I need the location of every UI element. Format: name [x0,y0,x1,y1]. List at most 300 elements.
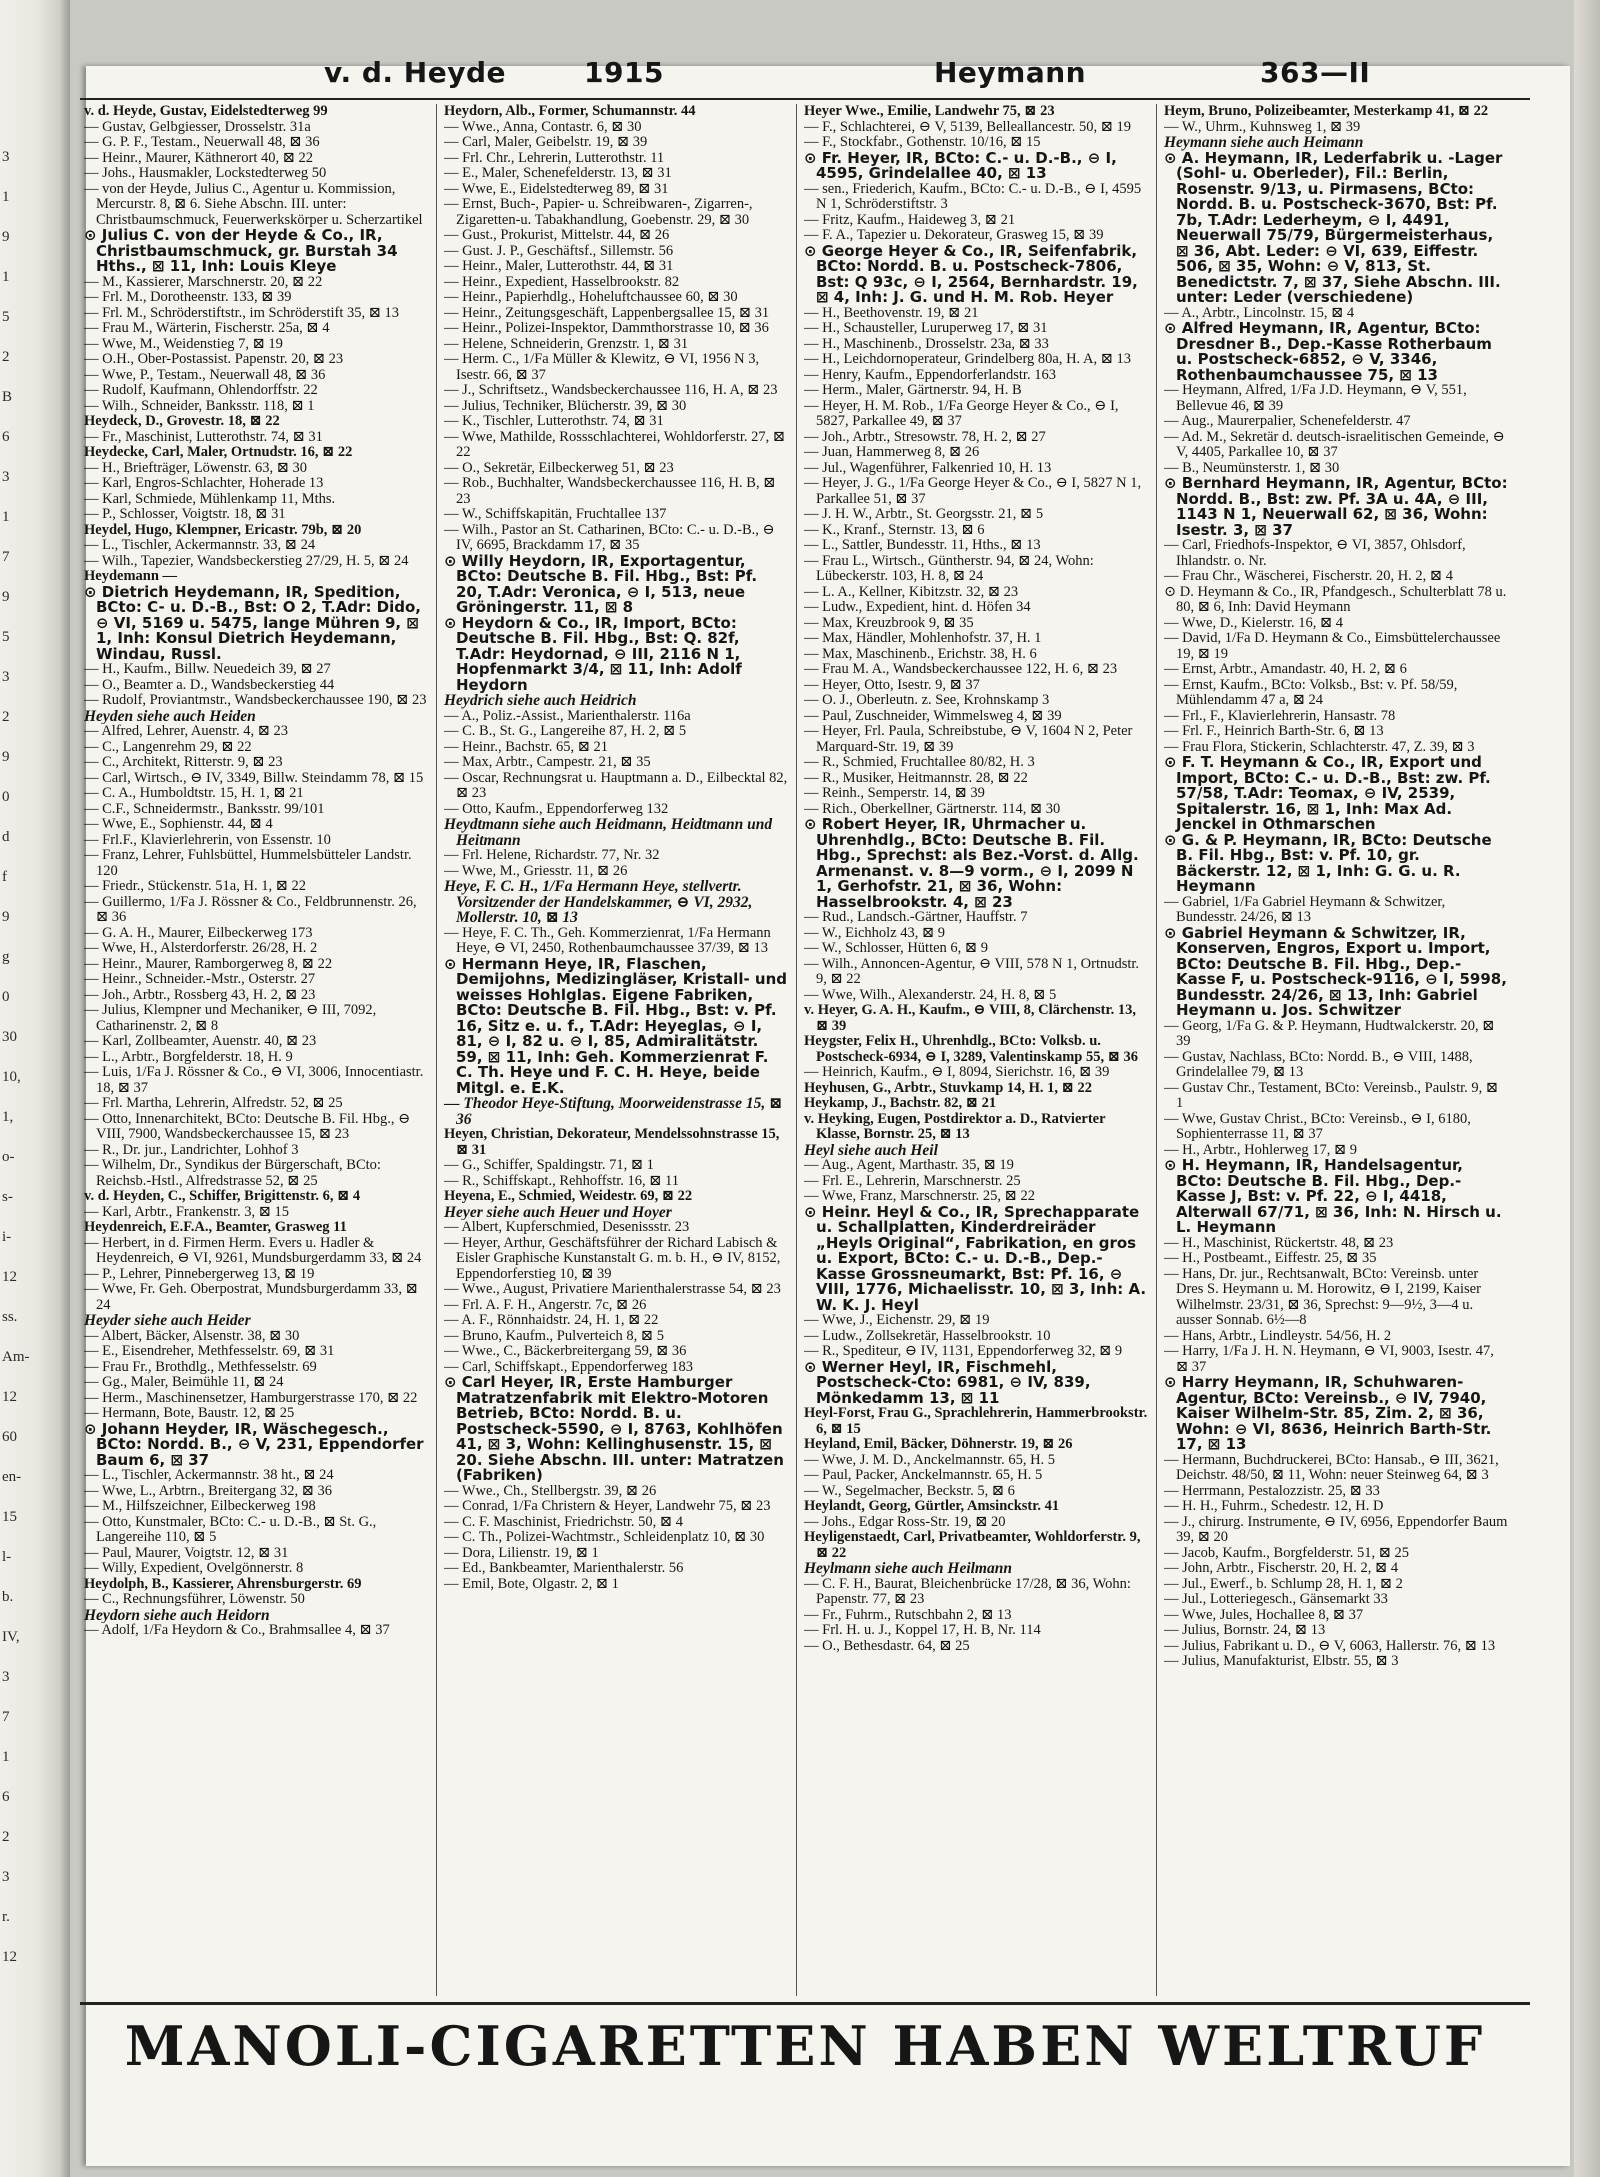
footer-advertisement: MANOLI-CIGARETTEN HABEN WELTRUF [124,2014,1486,2078]
directory-entry: — Wwe, M., Griesstr. 11, ⊠ 26 [444,863,628,879]
directory-entry: — Max, Händler, Mohlenhofstr. 37, H. 1 [804,631,1042,646]
directory-entry: Heyer siehe auch Heuer und Hoyer [444,1204,672,1220]
directory-entry: Heylandt, Georg, Gürtler, Amsinckstr. 41 [804,1499,1060,1514]
gutter-fragment: 1 [2,189,10,205]
directory-entry: — Karl, Schmiede, Mühlenkamp 11, Mths. [84,491,336,507]
directory-entry: — R., Dr. jur., Landrichter, Lohhof 3 [84,1142,299,1158]
directory-entry: — Ernst, Arbtr., Amandastr. 40, H. 2, ⊠ 6 [1164,662,1407,677]
gutter-fragment: 2 [2,349,10,365]
directory-entry: — Heyer, Otto, Isestr. 9, ⊠ 37 [804,677,980,693]
gutter-fragment: 5 [2,309,10,325]
directory-entry: — O., Beamter a. D., Wandsbeckerstieg 44 [84,677,335,693]
directory-entry: — F., Stockfabr., Gothenstr. 10/16, ⊠ 15 [804,135,1041,150]
directory-column-1 [84,104,428,1996]
directory-entry: — Oscar, Rechnungsrat u. Hauptmann a. D., Eilbecktal 82, ⊠ 23 [444,770,788,801]
directory-entry: — Heinr., Maurer, Ramborgerweg 8, ⊠ 22 [84,956,333,972]
directory-entry: — Luis, 1/Fa J. Rössner & Co., ⊖ VI, 3006, Innocentiastr. 18, ⊠ 37 [84,1065,424,1096]
gutter-fragment: 7 [2,549,10,565]
directory-entry: — Wwe., August, Privatiere Marienthalerstrasse 54, ⊠ 23 [444,1282,781,1297]
directory-entry: — Franz, Lehrer, Fuhlsbüttel, Hummelsbütteler Landstr. 120 [84,848,412,879]
directory-entry: Heyligenstaedt, Carl, Privatbeamter, Wohldorferstr. 9, ⊠ 22 [804,1530,1141,1561]
directory-entry: — L., Sattler, Bundesstr. 11, Hths., ⊠ 13 [804,538,1041,553]
directory-entry: — R., Spediteur, ⊖ IV, 1131, Eppendorferweg 32, ⊠ 9 [804,1344,1123,1359]
directory-entry: — Frl., F., Klavierlehrerin, Hansastr. 78 [1164,708,1396,724]
directory-entry: — M., Kassierer, Marschnerstr. 20, ⊠ 22 [84,274,323,290]
directory-columns [80,104,1508,1996]
directory-entry: — F., Schlachterei, ⊖ V, 5139, Belleallancestr. 50, ⊠ 19 [804,119,1132,135]
directory-entry: — Hans, Dr. jur., Rechtsanwalt, BCto: Vereinsb. unter Dres S. Heymann u. M. Horowitz, ⊖ I, 2199, Kaiser Wilhelmstr. 23/31, ⊠ 36, Sprechst: 9—9½, 3—4 u. ausser Sonnab. 6½—8 [1164,1266,1481,1328]
directory-entry: ⊙ Hermann Heye, IR, Flaschen, Demijohns, Medizingläser, Kristall- und weisses Hohlglas. Eigene Fabriken, BCto: Deutsche B. Fil. Hbg., Bst: v. Pf. 16, Sitz e. u. f., T.Adr: Heyeglas, ⊖ I, 81, ⊖ I, 82 u. ⊖ I, 85, Admiralitätstr. 59, ⊠ 11, Inh: Geh. Kommerzienrat F. C. Th. Heye und F. C. H. Heye, beide Mitgl. e. E.K. [444,956,788,1096]
directory-entry: — C. F. Maschinist, Friedrichstr. 50, ⊠ 4 [444,1514,683,1530]
directory-entry: — Harry, 1/Fa J. H. N. Heymann, ⊖ VI, 9003, Isestr. 47, ⊠ 37 [1164,1344,1494,1375]
directory-entry: — Rudolf, Proviantmstr., Wandsbeckerchaussee 190, ⊠ 23 [84,693,427,708]
gutter-fragment: B [2,389,13,405]
directory-entry: — Fr., Fuhrm., Rutschbahn 2, ⊠ 13 [804,1607,1012,1623]
directory-entry: Heygster, Felix H., Uhrenhdlg., BCto: Volksb. u. Postscheck-6934, ⊖ I, 3289, Valentinskamp 55, ⊠ 36 [804,1034,1138,1065]
directory-entry: — Aug., Maurerpalier, Schenefelderstr. 47 [1164,414,1411,429]
directory-entry: Heydorn, Alb., Former, Schumannstr. 44 [444,104,696,119]
directory-entry: — Julius, Manufakturist, Elbstr. 55, ⊠ 3 [1164,1654,1399,1669]
gutter-fragment: g [2,949,10,965]
directory-entry: — Jul., Wagenführer, Falkenried 10, H. 13 [804,460,1052,476]
gutter-fragment: en- [2,1469,22,1485]
directory-entry: — P., Schlosser, Voigtstr. 18, ⊠ 31 [84,507,286,522]
directory-entry: — Heinr., Maurer, Käthnerort 40, ⊠ 22 [84,150,314,166]
directory-entry: — H., Maschinist, Rückertstr. 48, ⊠ 23 [1164,1235,1394,1251]
directory-entry: — J., chirurg. Instrumente, ⊖ IV, 6956, Eppendorfer Baum 39, ⊠ 20 [1164,1514,1508,1545]
directory-entry: — Heinr., Zeitungsgeschäft, Lappenbergsallee 15, ⊠ 31 [444,305,770,321]
directory-entry: — Jul., Ewerf., b. Schlump 28, H. 1, ⊠ 2 [1164,1576,1403,1592]
directory-entry: — Frl. A. F. H., Angerstr. 7c, ⊠ 26 [444,1297,647,1313]
directory-entry: Heyena, E., Schmied, Weidestr. 69, ⊠ 22 [444,1189,693,1204]
directory-entry: — Frau M., Wärterin, Fischerstr. 25a, ⊠ 4 [84,321,330,336]
directory-entry: Heym, Bruno, Polizeibeamter, Mesterkamp 41, ⊠ 22 [1164,104,1489,119]
directory-entry: — L., Tischler, Ackermannstr. 33, ⊠ 24 [84,538,316,553]
gutter-fragment: 9 [2,749,10,765]
directory-entry: — Frl. F., Heinrich Barth-Str. 6, ⊠ 13 [1164,724,1384,739]
directory-entry: — Wilh., Annoncen-Agentur, ⊖ VIII, 578 N 1, Ortnudstr. 9, ⊠ 22 [804,956,1140,987]
directory-entry: — Otto, Kaufm., Eppendorferweg 132 [444,801,669,817]
directory-entry: ⊙ G. & P. Heymann, IR, BCto: Deutsche B. Fil. Hbg., Bst: v. Pf. 10, gr. Bäckerstr. 12, ⊠ 1, Inh: G. G. u. R. Heymann [1164,832,1492,895]
gutter-fragment: 0 [2,989,10,1005]
directory-entry: Heydemann — [84,569,178,584]
gutter-fragment: Am- [2,1349,30,1365]
directory-entry: — Frau M. A., Wandsbeckerchaussee 122, H. 6, ⊠ 23 [804,662,1118,677]
directory-entry: v. d. Heyden, C., Schiffer, Brigittenstr. 6, ⊠ 4 [84,1189,361,1204]
directory-entry: ⊙ George Heyer & Co., IR, Seifenfabrik, BCto: Nordd. B. u. Postscheck-7806, Bst: Q 93c, ⊖ I, 2564, Bernhardstr. 19, ⊠ 4, Inh: J. G. und H. M. Rob. Heyer [804,243,1138,306]
directory-entry: — Gabriel, 1/Fa Gabriel Heymann & Schwitzer, Bundesstr. 24/26, ⊠ 13 [1164,894,1446,925]
gutter-fragment: 12 [2,1269,17,1285]
directory-entry: — Wwe, E., Eidelstedterweg 89, ⊠ 31 [444,181,669,197]
directory-entry: — Reinh., Semperstr. 14, ⊠ 39 [804,786,985,801]
directory-entry: — Adolf, 1/Fa Heydorn & Co., Brahmsallee 4, ⊠ 37 [84,1623,390,1638]
directory-entry: — Ernst, Buch-, Papier- u. Schreibwaren-, Zigarren-, Zigaretten-u. Tabakhandlung, Goebenstr. 29, ⊠ 30 [444,197,753,228]
directory-entry: Heyen, Christian, Dekorateur, Mendelssohnstrasse 15, ⊠ 31 [444,1127,780,1158]
directory-entry: — Otto, Innenarchitekt, BCto: Deutsche B. Fil. Hbg., ⊖ VIII, 7900, Wandsbeckerchaussee 15, ⊠ 23 [84,1111,411,1142]
directory-entry: — H., Briefträger, Löwenstr. 63, ⊠ 30 [84,460,307,476]
directory-entry: — C., Rechnungsführer, Löwenstr. 50 [84,1592,305,1607]
gutter-fragment: 6 [2,429,10,445]
directory-entry: — C. B., St. G., Langereihe 87, H. 2, ⊠ 5 [444,724,687,739]
directory-entry: — Paul, Zuschneider, Wimmelsweg 4, ⊠ 39 [804,708,1062,724]
directory-entry: — Frl. H. u. J., Koppel 17, H. B, Nr. 114 [804,1623,1041,1638]
gutter-fragment: o- [2,1149,15,1165]
directory-entry: v. d. Heyde, Gustav, Eidelstedterweg 99 [84,104,328,119]
directory-entry: Heymann siehe auch Heimann [1164,135,1364,151]
directory-entry: Heykamp, J., Bachstr. 82, ⊠ 21 [804,1096,997,1111]
gutter-fragment: ss. [2,1309,18,1325]
directory-entry: ⊙ Johann Heyder, IR, Wäschegesch., BCto: Nordd. B., ⊖ V, 231, Eppendorfer Baum 6, ⊠ 37 [84,1421,424,1468]
directory-entry: — Heye, F. C. Th., Geh. Kommerzienrat, 1/Fa Hermann Heye, ⊖ VI, 2450, Rothenbaumchaussee 37/39, ⊠ 13 [444,925,771,956]
directory-entry: — Wwe, J., Eichenstr. 29, ⊠ 19 [804,1313,990,1328]
gutter-fragment: 5 [2,629,10,645]
directory-entry: — Herm. C., 1/Fa Müller & Klewitz, ⊖ VI, 1956 N 3, Isestr. 66, ⊠ 37 [444,352,760,383]
gutter-fragment: 7 [2,1709,10,1725]
directory-entry: — O.H., Ober-Postassist. Papenstr. 20, ⊠ 23 [84,352,344,367]
directory-entry: — W., Segelmacher, Beckstr. 5, ⊠ 6 [804,1483,1015,1499]
directory-entry: — Karl, Engros-Schlachter, Hoherade 13 [84,476,324,491]
directory-entry: — K., Kranf., Sternstr. 13, ⊠ 6 [804,522,985,538]
gutter-fragment: 1 [2,269,10,285]
directory-entry: — Frl. E., Lehrerin, Marschnerstr. 25 [804,1173,1021,1189]
gutter-fragment: d [2,829,10,845]
directory-entry: — L., Arbtr., Borgfelderstr. 18, H. 9 [84,1049,293,1065]
directory-entry: — H., Kaufm., Billw. Neuedeich 39, ⊠ 27 [84,662,331,677]
directory-entry: — C. Th., Polizei-Wachtmstr., Schleidenplatz 10, ⊠ 30 [444,1530,765,1545]
directory-entry: — J., Schriftsetz., Wandsbeckerchaussee 116, H. A, ⊠ 23 [444,383,778,398]
directory-entry: ⊙ Gabriel Heymann & Schwitzer, IR, Konserven, Engros, Export u. Import, BCto: Deutsche B. Fil. Hbg., Dep.-Kasse F, u. Postscheck-9116, ⊖ I, 5998, Bundesstr. 24/26, ⊠ 13, Inh: Gabriel Heymann u. Jos. Schwitzer [1164,925,1507,1019]
directory-entry: — Wwe, Jules, Hochallee 8, ⊠ 37 [1164,1607,1364,1623]
header-rule [80,98,1530,100]
directory-entry: ⊙ H. Heymann, IR, Handelsagentur, BCto: Deutsche B. Fil. Hbg., Dep.-Kasse J, Bst: v. Pf. 22, ⊖ I, 4418, Alterwall 67/71, ⊠ 36, Inh: N. Hirsch u. L. Heymann [1164,1158,1502,1236]
directory-entry: — Otto, Kunstmaler, BCto: C.- u. D.-B., ⊠ St. G., Langereihe 110, ⊠ 5 [84,1514,377,1545]
directory-entry: — Heyer, H. M. Rob., 1/Fa George Heyer & Co., ⊖ I, 5827, Parkallee 49, ⊠ 37 [804,398,1119,429]
directory-entry: — Albert, Kupferschmied, Desenissstr. 23 [444,1220,690,1235]
gutter-fragment: 3 [2,1669,10,1685]
directory-entry: Heydolph, B., Kassierer, Ahrensburgerstr. 69 [84,1576,362,1592]
directory-entry: ⊙ Carl Heyer, IR, Erste Hamburger Matratzenfabrik mit Elektro-Motoren Betrieb, BCto: Nordd. B. u. Postscheck-5590, ⊖ I, 8763, Kohlhöfen 41, ⊠ 3, Wohn: Kellinghusenstr. 15, ⊠ 20. Siehe Abschn. III. unter: Matratzen (Fabriken) [444,1375,784,1484]
directory-entry: — Wwe, Mathilde, Rossschlachterei, Wohldorferstr. 27, ⊠ 22 [444,429,786,460]
gutter-fragment: 2 [2,709,10,725]
directory-entry: — Dora, Lilienstr. 19, ⊠ 1 [444,1545,599,1561]
directory-entry: — L., Tischler, Ackermannstr. 38 ht., ⊠ 24 [84,1468,334,1483]
directory-entry: — Alfred, Lehrer, Auenstr. 4, ⊠ 23 [84,724,289,739]
gutter-fragment: 30 [2,1029,17,1045]
directory-entry: — Friedr., Stückenstr. 51a, H. 1, ⊠ 22 [84,879,306,894]
directory-entry: — Wwe., Ch., Stellbergstr. 39, ⊠ 26 [444,1483,657,1499]
directory-entry: — R., Schmied, Fruchtallee 80/82, H. 3 [804,755,1035,770]
directory-entry: — Wilhelm, Dr., Syndikus der Bürgerschaft, BCto: Reichsb.-Hstl., Alfredstrasse 52, ⊠ 25 [84,1158,381,1189]
directory-entry: — Rud., Landsch.-Gärtner, Hauffstr. 7 [804,910,1028,925]
gutter-fragment: f [2,869,7,885]
directory-entry: — Wwe, Fr. Geh. Oberpostrat, Mundsburgerdamm 33, ⊠ 24 [84,1282,418,1313]
directory-entry: — Max, Arbtr., Campestr. 21, ⊠ 35 [444,755,651,770]
directory-entry: — Wwe, P., Testam., Neuerwall 48, ⊠ 36 [84,367,326,383]
directory-entry: ⊙ Dietrich Heydemann, IR, Spedition, BCto: C- u. D.-B., Bst: O 2, T.Adr: Dido, ⊖ VI, 5169 u. 5475, lange Mühren 9, ⊠ 1, Inh: Konsul Dietrich Heydemann, Windau, Russl. [84,584,421,662]
directory-entry: Heye, F. C. H., 1/Fa Hermann Heye, stellvertr. Vorsitzender der Handelskammer, ⊖ VI, 2932, Mollerstr. 10, ⊠ 13 [444,879,753,926]
directory-entry: — Heyer, Arthur, Geschäftsführer der Richard Labisch & Eisler Graphische Kunstanstalt G. m. b. H., ⊖ IV, 8152, Eppendorferstieg 10, ⊠ 39 [444,1235,781,1282]
directory-entry: — Jacob, Kaufm., Borgfelderstr. 51, ⊠ 25 [1164,1545,1410,1561]
directory-entry: — O. J., Oberleutn. z. See, Krohnskamp 3 [804,693,1050,708]
directory-entry: — Frl. Martha, Lehrerin, Alfredstr. 52, ⊠ 25 [84,1096,343,1111]
directory-entry: — O., Bethesdastr. 64, ⊠ 25 [804,1638,970,1654]
directory-entry: — Johs., Edgar Ross-Str. 19, ⊠ 20 [804,1514,1006,1530]
directory-entry: — B., Neumünsterstr. 1, ⊠ 30 [1164,460,1340,476]
directory-entry: — Hans, Arbtr., Lindleystr. 54/56, H. 2 [1164,1328,1392,1344]
column-divider [796,104,797,1996]
directory-entry: Heyer Wwe., Emilie, Landwehr 75, ⊠ 23 [804,104,1055,119]
directory-entry: v. Heyer, G. A. H., Kaufm., ⊖ VIII, 8, Clärchenstr. 13, ⊠ 39 [804,1003,1136,1034]
gutter-fragment: 3 [2,149,10,165]
directory-entry: — Albert, Bäcker, Alsenstr. 38, ⊠ 30 [84,1328,300,1344]
directory-entry: — Heyer, Frl. Paula, Schreibstube, ⊖ V, 1604 N 2, Peter Marquard-Str. 19, ⊠ 39 [804,724,1133,755]
header-right-keyword: Heymann [934,56,1087,89]
previous-page-gutter [0,0,70,2177]
directory-entry: ⊙ Julius C. von der Heyde & Co., IR, Christbaumschmuck, gr. Burstah 34 Hths., ⊠ 11, Inh: Louis Kleye [84,228,398,275]
directory-entry: Heydrich siehe auch Heidrich [444,693,637,709]
directory-entry: — Frl.F., Klavierlehrerin, von Essenstr. 10 [84,832,331,848]
directory-entry: Heyl-Forst, Frau G., Sprachlehrerin, Hammerbrookstr. 6, ⊠ 15 [804,1406,1148,1437]
binding-edge [1574,0,1600,2177]
directory-entry: — Rob., Buchhalter, Wandsbeckerchaussee 116, H. B, ⊠ 23 [444,476,776,507]
directory-entry: — Frau Chr., Wäscherei, Fischerstr. 20, H. 2, ⊠ 4 [1164,569,1453,584]
directory-entry: — Max, Kreuzbrook 9, ⊠ 35 [804,615,974,631]
directory-entry: — Wwe, H., Alsterdorferstr. 26/28, H. 2 [84,941,318,956]
directory-entry: — W., Uhrm., Kuhnsweg 1, ⊠ 39 [1164,119,1361,135]
gutter-fragment: 1 [2,1749,10,1765]
gutter-fragment: b. [2,1589,14,1605]
directory-entry: — Frl. M., Dorotheenstr. 133, ⊠ 39 [84,290,292,305]
directory-entry: — John, Arbtr., Fischerstr. 20, H. 2, ⊠ 4 [1164,1561,1399,1576]
directory-entry: — Joh., Arbtr., Rossberg 43, H. 2, ⊠ 23 [84,987,316,1003]
directory-entry: — Juan, Hammerweg 8, ⊠ 26 [804,445,980,460]
directory-entry: — Joh., Arbtr., Stresowstr. 78, H. 2, ⊠ 27 [804,429,1046,445]
directory-entry: — Ernst, Kaufm., BCto: Volksb., Bst: v. Pf. 58/59, Mühlendamm 47 a, ⊠ 24 [1164,677,1458,708]
directory-entry: — David, 1/Fa D. Heymann & Co., Eimsbüttelerchaussee 19, ⊠ 19 [1164,631,1501,662]
directory-column-4 [1164,104,1508,1996]
directory-entry: — Herm., Maler, Gärtnerstr. 94, H. B [804,383,1022,398]
directory-entry: — Wwe, D., Kielerstr. 16, ⊠ 4 [1164,615,1344,631]
directory-entry: — Hermann, Bote, Baustr. 12, ⊠ 25 [84,1406,295,1421]
directory-entry: ⊙ Heydorn & Co., IR, Import, BCto: Deutsche B. Fil. Hbg., Bst: Q. 82f, T.Adr: Heydornad, ⊖ III, 2116 N 1, Hopfenmarkt 3/4, ⊠ 11, Inh: Adolf Heydorn [444,615,742,693]
directory-entry: ⊙ Robert Heyer, IR, Uhrmacher u. Uhrenhdlg., BCto: Deutsche B. Fil. Hbg., Sprechst: als Bez.-Vorst. d. Allg. Armenanst. v. 8—9 vorm., ⊖ I, 2099 N 1, Gerhofstr. 21, ⊠ 36, Wohn: Hasselbrookstr. 4, ⊠ 23 [804,817,1139,910]
directory-entry: ⊙ D. Heymann & Co., IR, Pfandgesch., Schulterblatt 78 u. 80, ⊠ 6, Inh: David Heymann [1164,584,1507,615]
directory-entry: — Ad. M., Sekretär d. deutsch-israelitischen Gemeinde, ⊖ V, 4405, Parkallee 10, ⊠ 37 [1164,429,1505,460]
directory-entry: — Herrmann, Pestalozzistr. 25, ⊠ 33 [1164,1483,1380,1499]
directory-entry: — Fr., Maschinist, Lutterothstr. 74, ⊠ 31 [84,429,323,445]
directory-entry: Heyden siehe auch Heiden [84,708,256,724]
directory-entry: — Rich., Oberkellner, Gärtnerstr. 114, ⊠ 30 [804,801,1061,817]
directory-entry: ⊙ Harry Heymann, IR, Schuhwaren-Agentur, BCto: Vereinsb., ⊖ IV, 7940, Kaiser Wilhelm-Str. 85, Zim. 2, ⊠ 36, Wohn: ⊖ VI, 8636, Heinrich Barth-Str. 17, ⊠ 13 [1164,1375,1492,1453]
directory-entry: — Fritz, Kaufm., Haideweg 3, ⊠ 21 [804,212,1016,228]
directory-entry: — sen., Friederich, Kaufm., BCto: C.- u. D.-B., ⊖ I, 4595 N 1, Schröderstiftstr. 3 [804,181,1142,212]
directory-entry: — Herm., Maschinensetzer, Hamburgerstrasse 170, ⊠ 22 [84,1390,418,1406]
gutter-fragment: IV, [2,1629,20,1645]
gutter-fragment: 1, [2,1109,14,1125]
directory-entry: Heydenreich, E.F.A., Beamter, Grasweg 11 [84,1220,347,1235]
directory-entry: Heydtmann siehe auch Heidmann, Heidtmann und Heitmann [444,817,773,848]
directory-entry: — E., Maler, Schenefelderstr. 13, ⊠ 31 [444,166,672,181]
directory-entry: — W., Schlosser, Hütten 6, ⊠ 9 [804,941,988,956]
directory-entry: — Gustav Chr., Testament, BCto: Vereinsb., Paulstr. 9, ⊠ 1 [1164,1080,1499,1111]
directory-entry: — H., Beethovenstr. 19, ⊠ 21 [804,305,979,321]
directory-entry: — A. F., Rönnhaidstr. 24, H. 1, ⊠ 22 [444,1313,659,1328]
directory-entry: — Rudolf, Kaufmann, Ohlendorffstr. 22 [84,383,318,398]
footer-rule [80,2002,1530,2005]
directory-entry: — J. H. W., Arbtr., St. Georgsstr. 21, ⊠ 5 [804,507,1044,522]
gutter-fragment: 3 [2,1869,10,1885]
directory-entry: ⊙ Bernhard Heymann, IR, Agentur, BCto: Nordd. B., Bst: zw. Pf. 3A u. 4A, ⊖ III, 1143 N 1, Neuerwall 62, ⊠ 36, Wohn: Isestr. 3, ⊠ 37 [1164,476,1508,538]
directory-entry: — H., Postbeamt., Eiffestr. 25, ⊠ 35 [1164,1251,1377,1266]
directory-entry: — Henry, Kaufm., Eppendorferlandstr. 163 [804,367,1056,383]
column-divider [436,104,437,1996]
running-header [84,50,1530,96]
directory-entry: — Heinr., Expedient, Hasselbrookstr. 82 [444,274,680,290]
directory-entry: — K., Tischler, Lutterothstr. 74, ⊠ 31 [444,414,664,429]
directory-entry: — Heinr., Papierhdlg., Hoheluftchaussee 60, ⊠ 30 [444,290,738,305]
directory-entry: Heylmann siehe auch Heilmann [804,1561,1012,1577]
directory-entry: — Heinr., Schneider.-Mstr., Osterstr. 27 [84,972,316,987]
directory-entry: — Ludw., Zollsekretär, Hasselbrookstr. 10 [804,1328,1051,1344]
directory-entry: — Paul, Maurer, Voigtstr. 12, ⊠ 31 [84,1545,289,1561]
directory-entry: — Gustav, Nachlass, BCto: Nordd. B., ⊖ VIII, 1488, Grindelallee 79, ⊠ 13 [1164,1049,1473,1080]
directory-entry: — Helene, Schneiderin, Grenzstr. 1, ⊠ 31 [444,336,689,352]
directory-entry: — Heinrich, Kaufm., ⊖ I, 8094, Sierichstr. 16, ⊠ 39 [804,1065,1110,1080]
directory-entry: — Wwe., Anna, Contastr. 6, ⊠ 30 [444,119,642,135]
directory-entry: — Frau L., Wirtsch., Güntherstr. 94, ⊠ 24, Wohn: Lübeckerstr. 103, H. 8, ⊠ 24 [804,553,1094,584]
directory-entry: — Carl, Schiffskapt., Eppendorferweg 183 [444,1359,693,1375]
directory-entry: — H., Schausteller, Luruperweg 17, ⊠ 31 [804,321,1048,336]
directory-entry: — A., Arbtr., Lincolnstr. 15, ⊠ 4 [1164,305,1355,321]
directory-entry: — G., Schiffer, Spaldingstr. 71, ⊠ 1 [444,1158,654,1173]
gutter-fragment: 0 [2,789,10,805]
gutter-fragment: 6 [2,1789,10,1805]
directory-entry: — L. A., Kellner, Kibitzstr. 32, ⊠ 23 [804,584,1019,600]
directory-entry: — Gustav, Gelbgiesser, Drosselstr. 31a [84,119,311,135]
directory-entry: — E., Eisendreher, Methfesselstr. 69, ⊠ 31 [84,1344,335,1359]
directory-entry: — Wilh., Tapezier, Wandsbeckerstieg 27/29, H. 5, ⊠ 24 [84,553,409,569]
directory-entry: Heyhusen, G., Arbtr., Stuvkamp 14, H. 1, ⊠ 22 [804,1080,1092,1096]
directory-entry: — Conrad, 1/Fa Christern & Heyer, Landwehr 75, ⊠ 23 [444,1499,771,1514]
directory-entry: Heyder siehe auch Heider [84,1313,251,1329]
directory-entry: — Max, Maschinenb., Erichstr. 38, H. 6 [804,646,1037,662]
directory-entry: — Heyer, J. G., 1/Fa George Heyer & Co., ⊖ I, 5827 N 1, Parkallee 51, ⊠ 37 [804,476,1142,507]
gutter-fragment: 3 [2,469,10,485]
gutter-fragment: 9 [2,229,10,245]
directory-entry: — Frl. M., Schröderstiftstr., im Schröderstift 35, ⊠ 13 [84,305,400,321]
gutter-fragment: 1 [2,509,10,525]
directory-entry: — Gust. J. P., Geschäftsf., Sillemstr. 56 [444,243,674,259]
directory-entry: — Wwe, Wilh., Alexanderstr. 24, H. 8, ⊠ 5 [804,987,1057,1003]
directory-entry: — Heinr., Bachstr. 65, ⊠ 21 [444,739,608,755]
directory-entry: — Wwe, E., Sophienstr. 44, ⊠ 4 [84,817,273,832]
directory-entry: — Bruno, Kaufm., Pulverteich 8, ⊠ 5 [444,1328,664,1344]
directory-entry: — F. A., Tapezier u. Dekorateur, Grasweg 15, ⊠ 39 [804,228,1104,243]
directory-entry: — Carl, Friedhofs-Inspektor, ⊖ VI, 3857, Ohlsdorf, Ihlandstr. o. Nr. [1164,538,1466,569]
directory-entry: — C., Langenrehm 29, ⊠ 22 [84,739,252,755]
directory-entry: — Ludw., Expedient, hint. d. Höfen 34 [804,600,1031,615]
directory-entry: — G. A. H., Maurer, Eilbeckerweg 173 [84,925,313,941]
directory-entry: — Guillermo, 1/Fa J. Rössner & Co., Feldbrunnenstr. 26, ⊠ 36 [84,894,417,925]
directory-entry: ⊙ Heinr. Heyl & Co., IR, Sprechapparate u. Schallplatten, Kinderdreiräder „Heyls Original“, Fabrikation, en gros u. Export, BCto: C.- u. D.-B., Dep.-Kasse Grossneumarkt, Bst: Pf. 16, ⊖ VIII, 1776, Michaelisstr. 10, ⊠ 3, Inh: A. W. K. J. Heyl [804,1204,1147,1313]
directory-entry: Heyland, Emil, Bäcker, Döhnerstr. 19, ⊠ 26 [804,1437,1073,1452]
gutter-fragment: 60 [2,1429,17,1445]
directory-entry: — Wilh., Pastor an St. Catharinen, BCto: C.- u. D.-B., ⊖ IV, 6695, Brackdamm 17, ⊠ 35 [444,522,775,553]
directory-entry: — A., Poliz.-Assist., Marienthalerstr. 116a [444,708,691,724]
directory-entry: — C. A., Humboldtstr. 15, H. 1, ⊠ 21 [84,786,304,801]
directory-entry: — Georg, 1/Fa G. & P. Heymann, Hudtwalckerstr. 20, ⊠ 39 [1164,1018,1495,1049]
gutter-fragment: 9 [2,909,10,925]
gutter-fragment: 12 [2,1949,17,1965]
directory-entry: — H., Leichdornoperateur, Grindelberg 80a, H. A, ⊠ 13 [804,352,1131,367]
directory-entry: — von der Heyde, Julius C., Agentur u. Kommission, Mercurstr. 8, ⊠ 6. Siehe Abschn. III. unter: Christbaumschmuck, Feuerwerkskörper u. Scherzartikel [84,181,423,228]
page-number: 363—II [1260,56,1371,89]
directory-entry: — Julius, Fabrikant u. D., ⊖ V, 6063, Hallerstr. 76, ⊠ 13 [1164,1638,1496,1654]
directory-entry: ⊙ Alfred Heymann, IR, Agentur, BCto: Dresdner B., Dep.-Kasse Rotherbaum u. Postscheck-6852, ⊖ V, 3346, Rothenbaumchaussee 75, ⊠ 13 [1164,321,1492,383]
directory-entry: Heydeck, D., Grovestr. 18, ⊠ 22 [84,414,280,429]
directory-entry: — Wwe, L., Arbtrn., Breitergang 32, ⊠ 36 [84,1483,333,1499]
directory-entry: — Paul, Packer, Anckelmannstr. 65, H. 5 [804,1468,1043,1483]
directory-entry: — Johs., Hausmakler, Lockstedterweg 50 [84,166,327,181]
directory-entry: — Frau Flora, Stickerin, Schlachterstr. 47, Z. 39, ⊠ 3 [1164,739,1475,755]
directory-entry: — Wwe, Franz, Marschnerstr. 25, ⊠ 22 [804,1189,1035,1204]
directory-entry: — R., Schiffskapt., Rehhoffstr. 16, ⊠ 11 [444,1173,680,1189]
directory-entry: — P., Lehrer, Pinnebergerweg 13, ⊠ 19 [84,1266,315,1282]
gutter-fragment: s- [2,1189,13,1205]
directory-entry: — W., Eichholz 43, ⊠ 9 [804,925,946,941]
directory-entry: — Frl. Helene, Richardstr. 77, Nr. 32 [444,848,660,863]
directory-entry: ⊙ F. T. Heymann & Co., IR, Export und Import, BCto: C.- u. D.-B., Bst: zw. Pf. 57/58, T.Adr: Teomax, ⊖ IV, 2539, Spitalerstr. 16, ⊠ 1, Inh: Max Ad. Jenckel in Othmarschen [1164,755,1491,833]
directory-entry: — Ed., Bankbeamter, Marienthalerstr. 56 [444,1561,684,1576]
directory-entry: — Karl, Zollbeamter, Auenstr. 40, ⊠ 23 [84,1034,317,1049]
directory-entry: — Wwe, Gustav Christ., BCto: Vereinsb., ⊖ I, 6180, Sophienterrasse 11, ⊠ 37 [1164,1111,1471,1142]
directory-entry: — Karl, Arbtr., Frankenstr. 3, ⊠ 15 [84,1204,290,1220]
directory-entry: — Hermann, Buchdruckerei, BCto: Hansab., ⊖ III, 3621, Deichstr. 48/50, ⊠ 11, Wohn: neuer Steinweg 64, ⊠ 3 [1164,1452,1499,1483]
directory-entry: ⊙ Werner Heyl, IR, Fischmehl, Postscheck-Cto: 6981, ⊖ IV, 839, Mönkedamm 13, ⊠ 11 [804,1359,1091,1406]
directory-entry: ⊙ A. Heymann, IR, Lederfabrik u. -Lager (Sohl- u. Oberleder), Fil.: Berlin, Rosenstr. 9/13, u. Pirmasens, BCto: Nordd. B. u. Postscheck-3670, Bst: Pf. 7b, T.Adr: Lederheym, ⊖ I, 4491, Neuerwall 75/79, Bürgermeisterhaus, ⊠ 36, Abt. Leder: ⊖ VI, 639, Eiffestr. 506, ⊠ 35, Wohn: ⊖ V, 813, St. Benedictstr. 7, ⊠ 37, Siehe Abschn. III. unter: Leder (verschiedene) [1164,150,1503,306]
directory-entry: — Theodor Heye-Stiftung, Moorweidenstrasse 15, ⊠ 36 [444,1096,783,1127]
directory-entry: — Herbert, in d. Firmen Herm. Evers u. Hadler & Heydenreich, ⊖ VI, 9261, Mundsburgerdamm 33, ⊠ 24 [84,1235,422,1266]
directory-entry: ⊙ Willy Heydorn, IR, Exportagentur, BCto: Deutsche B. Fil. Hbg., Bst: Pf. 20, T.Adr: Veronica, ⊖ I, 513, neue Gröningerstr. 11, ⊠ 8 [444,553,758,616]
directory-entry: — Julius, Techniker, Blücherstr. 39, ⊠ 30 [444,398,687,414]
directory-entry: — M., Hilfszeichner, Eilbeckerweg 198 [84,1499,316,1514]
directory-entry: — Aug., Agent, Marthastr. 35, ⊠ 19 [804,1158,1014,1173]
gutter-fragment: 15 [2,1509,17,1525]
gutter-fragment: 3 [2,669,10,685]
directory-entry: — C.F., Schneidermstr., Banksstr. 99/101 [84,801,325,817]
directory-entry: — H., Maschinenb., Drosselstr. 23a, ⊠ 33 [804,336,1049,352]
gutter-fragment: 10, [2,1069,21,1085]
gutter-fragment: r. [2,1909,10,1925]
directory-entry: — R., Musiker, Heitmannstr. 28, ⊠ 22 [804,770,1028,786]
gutter-fragment: 12 [2,1389,17,1405]
directory-entry: — Julius, Bornstr. 24, ⊠ 13 [1164,1623,1326,1638]
directory-entry: v. Heyking, Eugen, Postdirektor a. D., Ratvierter Klasse, Bornstr. 25, ⊠ 13 [804,1111,1106,1142]
directory-column-2 [444,104,788,1996]
directory-entry: Heydorn siehe auch Heidorn [84,1607,270,1623]
gutter-fragment: 2 [2,1829,10,1845]
directory-entry: — W., Schiffskapitän, Fruchtallee 137 [444,507,667,522]
directory-entry: Heyl siehe auch Heil [804,1142,938,1158]
gutter-fragment: 9 [2,589,10,605]
directory-entry: — H., Arbtr., Hohlerweg 17, ⊠ 9 [1164,1142,1357,1158]
directory-entry: — Heinr., Maler, Lutterothstr. 44, ⊠ 31 [444,259,674,274]
directory-entry: — Carl, Wirtsch., ⊖ IV, 3349, Billw. Steindamm 78, ⊠ 15 [84,770,424,786]
directory-entry: — Frau Fr., Brothdlg., Methfesselstr. 69 [84,1359,317,1375]
gutter-fragment: i- [2,1229,12,1245]
directory-entry: — Carl, Maler, Geibelstr. 19, ⊠ 39 [444,135,648,150]
directory-column-3 [804,104,1148,1996]
